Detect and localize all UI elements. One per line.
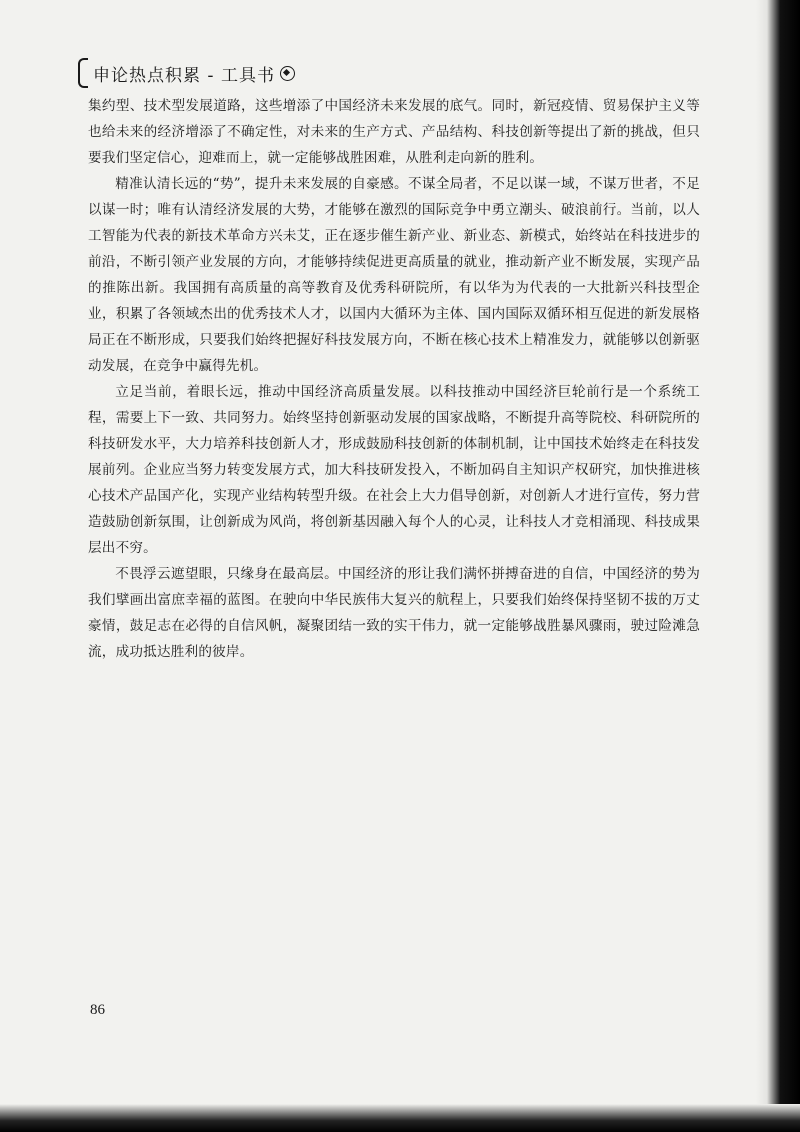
header-title: 申论热点积累 - 工具书: [93, 65, 275, 86]
paragraph: 立足当前，着眼长远，推动中国经济高质量发展。以科技推动中国经济巨轮前行是一个系统工程，需要上下一致、共同努力。始终坚持创新驱动发展的国家战略，不断提升高等院校、科研院所的科技研发水平，大力培养科技创新人才，形成鼓励科技创新的体制机制，让中国技术始终走在科技发展前列。企业应当努力转变发展方式，加大科技研发投入，不断加码自主知识产权研究，加快推进核心技术产品国产化，实现产业结构转型升级。在社会上大力倡导创新，对创新人才进行宣传，努力营造鼓励创新氛围，让创新成为风尚，将创新基因融入每个人的心灵，让科技人才竞相涌现、科技成果层出不穷。: [88, 384, 700, 556]
scan-edge-bottom: [0, 1104, 800, 1132]
body-text: [88, 93, 700, 665]
page-number: 86: [90, 1002, 105, 1018]
header-bracket-icon: [78, 58, 88, 88]
paragraph-continued: 集约型、技术型发展道路，这些增添了中国经济未来发展的底气。同时，新冠疫情、贸易保护主义等也给未来的经济增添了不确定性，对未来的生产方式、产品结构、科技创新等提出了新的挑战，但只要我们坚定信心，迎难而上，就一定能够战胜困难，从胜利走向新的胜利。: [88, 98, 700, 166]
running-header: [78, 58, 295, 88]
football-icon: [280, 66, 295, 81]
paragraph: 精准认清长远的“势”，提升未来发展的自豪感。不谋全局者，不足以谋一域，不谋万世者，不足以谋一时；唯有认清经济发展的大势，才能够在激烈的国际竞争中勇立潮头、破浪前行。当前，以人工智能为代表的新技术革命方兴未艾，正在逐步催生新产业、新业态、新模式，始终站在科技进步的前沿，不断引领产业发展的方向，才能够持续促进更高质量的就业，推动新产业不断发展，实现产品的推陈出新。我国拥有高质量的高等教育及优秀科研院所，有以华为为代表的一大批新兴科技型企业，积累了各领域杰出的优秀技术人才，以国内大循环为主体、国内国际双循环相互促进的新发展格局正在不断形成，只要我们始终把握好科技发展方向，不断在核心技术上精准发力，就能够以创新驱动发展，在竞争中赢得先机。: [88, 176, 700, 374]
paragraph: 不畏浮云遮望眼，只缘身在最高层。中国经济的形让我们满怀拼搏奋进的自信，中国经济的势为我们擘画出富庶幸福的蓝图。在驶向中华民族伟大复兴的航程上，只要我们始终保持坚韧不拔的万丈豪情，鼓足志在必得的自信风帆，凝聚团结一致的实干伟力，就一定能够战胜暴风骤雨，驶过险滩急流，成功抵达胜利的彼岸。: [88, 566, 700, 660]
scan-edge-right: [756, 0, 800, 1132]
